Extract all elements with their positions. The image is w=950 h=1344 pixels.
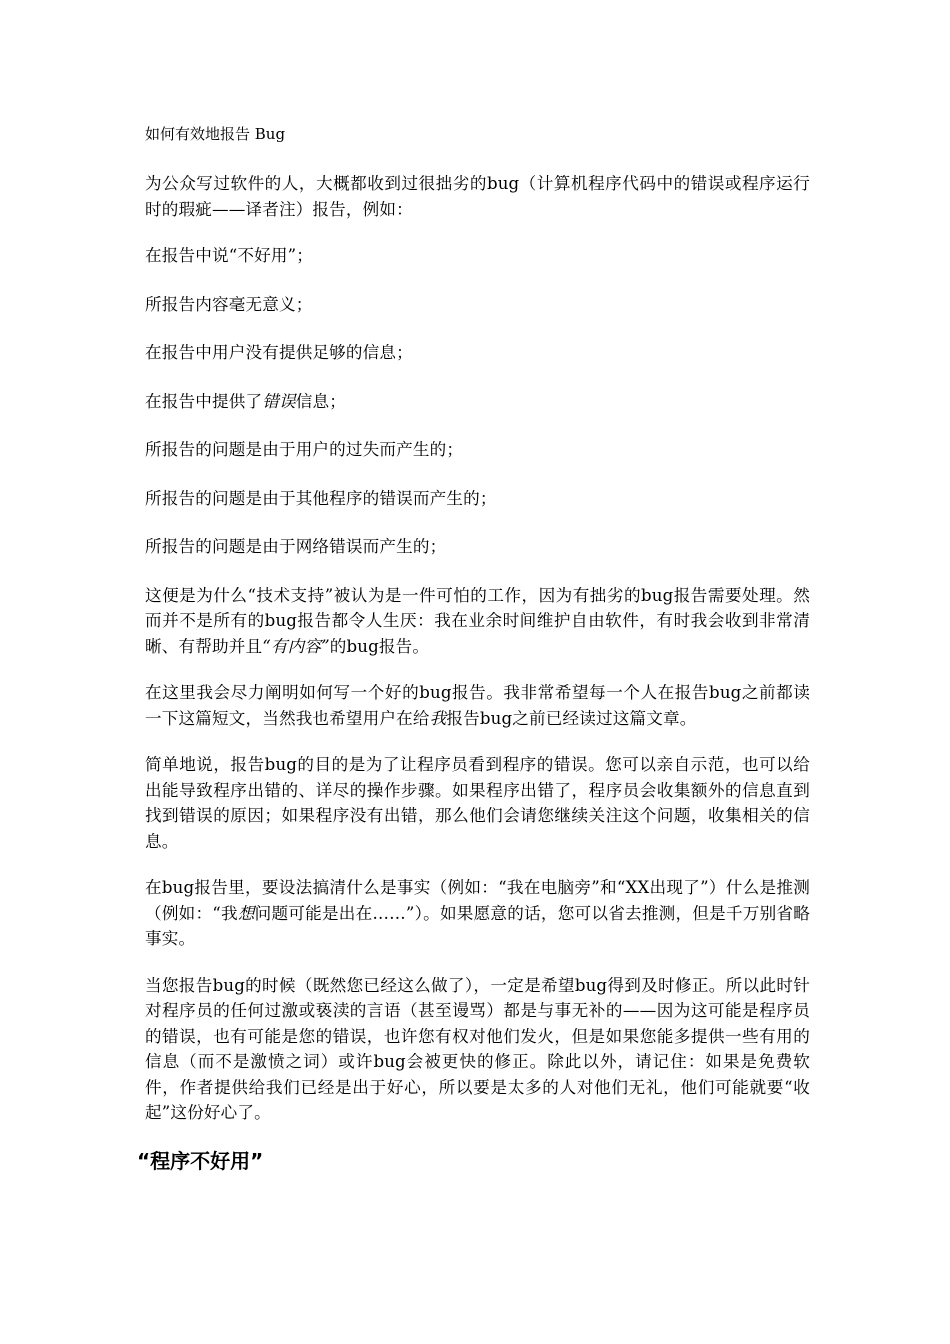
example-item: 所报告的问题是由于网络错误而产生的；: [145, 537, 447, 556]
section-heading: “程序不好用”: [137, 1148, 264, 1173]
emphasis-text: 我: [429, 708, 447, 728]
facts-paragraph: 在bug报告里，要设法搞清什么是事实（例如：“我在电脑旁”和“XX出现了”）什么是推测（例如：“我想问题可能是出在……”）。如果愿意的话，您可以省去推测，但是千万别省略事实。: [145, 878, 810, 948]
example-item: 所报告内容毫无意义；: [145, 294, 313, 314]
example-item: 所报告的问题是由于其他程序的错误而产生的；: [145, 488, 497, 508]
intro-paragraph: 为公众写过软件的人，大概都收到过很拙劣的bug（计算机程序代码中的错误或程序运行时的瑕疵——译者注）报告，例如：: [145, 174, 810, 219]
emphasis-text: 错误: [262, 391, 296, 411]
example-item: 在报告中提供了错误信息；: [145, 391, 346, 411]
example-item: 在报告中用户没有提供足够的信息；: [145, 343, 413, 362]
emphasis-text: 想: [237, 903, 255, 923]
simple-paragraph: 简单地说，报告bug的目的是为了让程序员看到程序的错误。您可以亲自示范，也可以给出能导致程序出错的、详尽的操作步骤。如果程序出错了，程序员会收集额外的信息直到找到错误的原因；如果程序没有出错，那么他们会请您继续关注这个问题，收集相关的信息。: [145, 755, 810, 851]
document-body: [137, 124, 810, 1175]
support-paragraph: 这便是为什么“技术支持”被认为是一件可怕的工作，因为有拙劣的bug报告需要处理。然而并不是所有的bug报告都令人生厌：我在业余时间维护自由软件，有时我会收到非常清晰、有帮助并且“有内容”的bug报告。: [145, 585, 810, 656]
purpose-paragraph: 在这里我会尽力阐明如何写一个好的bug报告。我非常希望每一个人在报告bug之前都读一下这篇短文，当然我也希望用户在给我报告bug之前已经读过这篇文章。: [145, 683, 810, 728]
document-title: 如何有效地报告 Bug: [145, 125, 286, 143]
attitude-paragraph: 当您报告bug的时候（既然您已经这么做了），一定是希望bug得到及时修正。所以此时针对程序员的任何过激或亵渎的言语（甚至谩骂）都是与事无补的——因为这可能是程序员的错误，也有可能是您的错误，也许您有权对他们发火，但是如果您能多提供一些有用的信息（而不是激愤之词）或许bug会被更快的修正。除此以外，请记住：如果是免费软件，作者提供给我们已经是出于好心，所以要是太多的人对他们无礼，他们可能就要“收起”这份好心了。: [145, 975, 810, 1122]
emphasis-text: “有内容”: [262, 636, 330, 656]
example-item: 所报告的问题是由于用户的过失而产生的；: [145, 440, 464, 459]
example-item: 在报告中说“不好用”；: [145, 246, 313, 265]
